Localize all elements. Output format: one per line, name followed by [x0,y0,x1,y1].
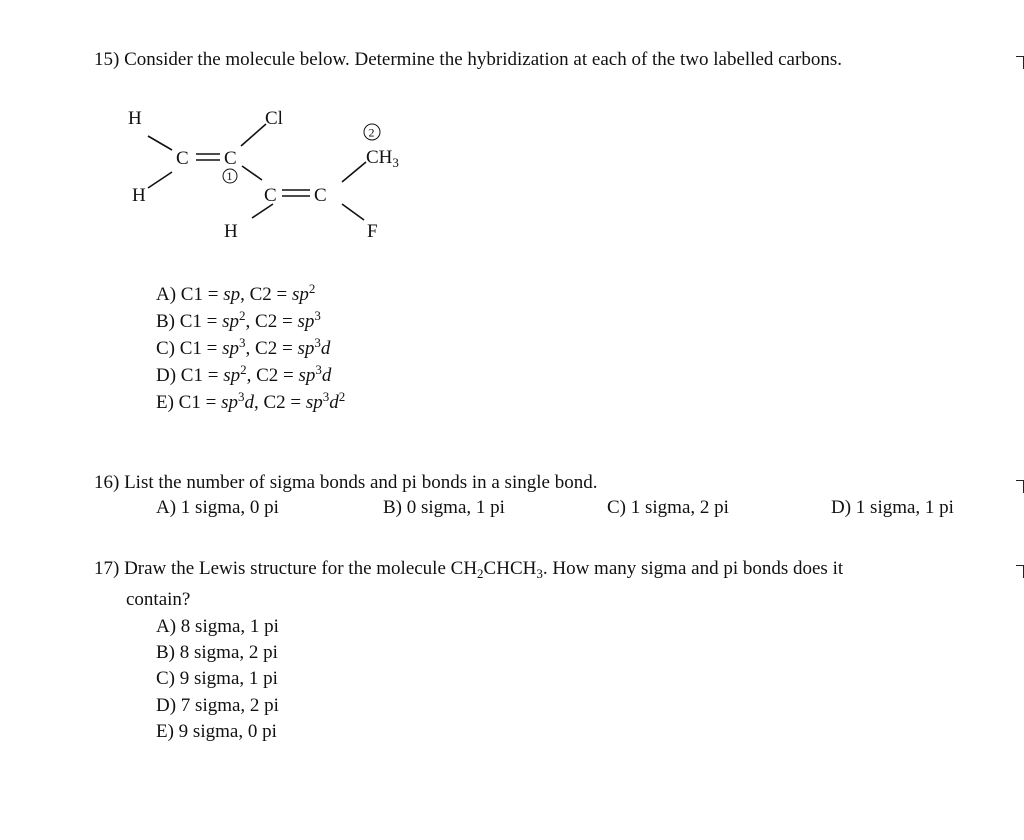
q17-prompt: 17) Draw the Lewis structure for the molecule $CH_2CHCH_3$. How many sigma and pi bonds does it [94,558,844,581]
molecule-diagram [110,100,410,250]
q16-option-d[interactable]: D) 1 sigma, 1 pi [831,497,954,518]
bond-lines [148,124,366,220]
q15-option-d[interactable]: D) $C1 = sp^2$, $C2 = sp^3d$ [156,362,332,386]
atom-c-b: C [264,185,277,206]
q16-option-a[interactable]: A) 1 sigma, 0 pi [156,497,279,518]
q16-option-b[interactable]: B) 0 sigma, 1 pi [383,497,505,518]
label-2: 2 [368,125,375,140]
atom-h-lower: H [224,221,238,242]
atom-c-a: C [176,148,189,169]
atom-h-top: H [128,108,142,129]
q17-option-c[interactable]: C) 9 sigma, 1 pi [156,668,278,689]
q17-option-e[interactable]: E) 9 sigma, 0 pi [156,721,277,742]
margin-mark [1016,565,1024,580]
q15-option-b[interactable]: B) $C1 = sp^2$, $C2 = sp^3$ [156,308,321,332]
margin-mark [1016,56,1024,71]
q15-option-e[interactable]: E) $C1 = sp^3d$, $C2 = sp^3d^2$ [156,389,346,413]
atom-f: F [367,221,378,242]
atom-h-bottom: H [132,185,146,206]
q15-option-c[interactable]: C) $C1 = sp^3$, $C2 = sp^3d$ [156,335,331,359]
q15-option-a[interactable]: A) C1 = sp, $C2 = sp^2$ [156,281,316,305]
q16-option-c[interactable]: C) 1 sigma, 2 pi [607,497,729,518]
margin-mark [1016,480,1024,495]
atom-c1: C [224,148,237,169]
q16-prompt: 16) List the number of sigma bonds and pi bonds in a single bond. [94,472,598,493]
q17-option-d[interactable]: D) 7 sigma, 2 pi [156,695,279,716]
label-1: 1 [226,169,233,183]
q17-option-a[interactable]: A) 8 sigma, 1 pi [156,616,279,637]
q15-prompt: 15) Consider the molecule below. Determine the hybridization at each of the two labelled carbons. [94,49,842,70]
atom-c-c: C [314,185,327,206]
q17-option-b[interactable]: B) 8 sigma, 2 pi [156,642,278,663]
atom-cl: Cl [265,108,283,129]
q17-prompt-line2: contain? [126,589,191,610]
atom-ch3: $CH_3$ [366,147,399,170]
